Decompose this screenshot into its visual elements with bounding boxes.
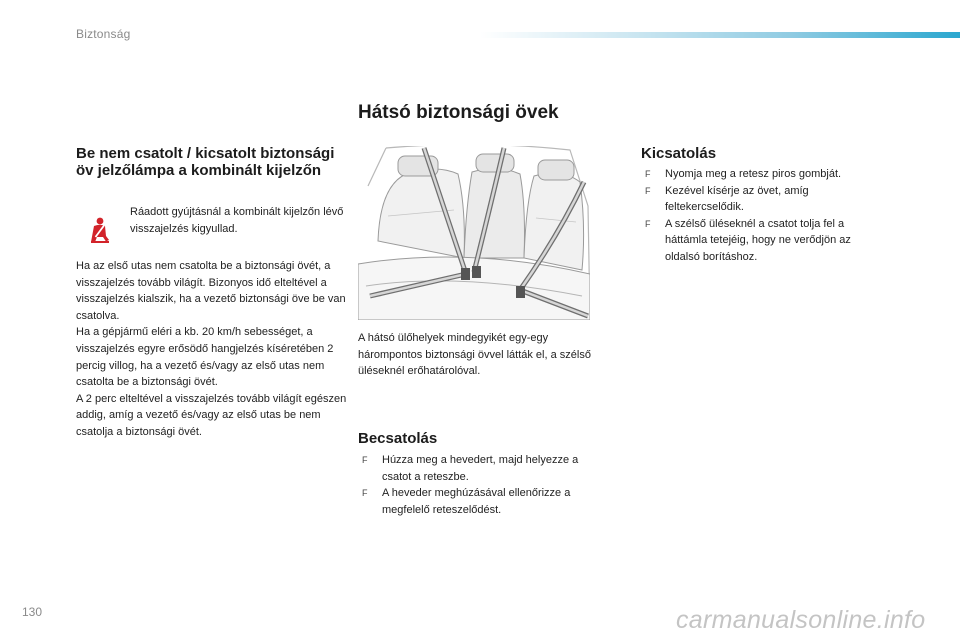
bullet-marker: F [645,185,651,196]
buckling-heading: Becsatolás [358,430,438,447]
unbuckling-heading: Kicsatolás [641,145,717,162]
warning-intro-text: Ráadott gyújtásnál a kombinált kijelzőn lévő visszajelzés kigyullad. [130,206,344,235]
list-item-text: Húzza meg a hevedert, majd helyezze a csatot a reteszbe. [382,454,579,483]
seatbelt-warning-icon [86,216,114,244]
bullet-marker: F [645,218,651,229]
list-item [358,485,610,518]
figure-caption: A hátsó ülőhelyek mindegyikét egy-egy hárompontos biztonsági övvel látták el, a szélső üléseknél erőhatárolóval. [358,332,591,378]
body-paragraph: Ha az első utas nem csatolta be a biztonsági övét, a visszajelzés tovább világít. Bizonyos idő elteltével a visszajelzés kialszik, ha a vezető biztonsági öve be van csatolva. [76,260,346,322]
list-item-text: Nyomja meg a retesz piros gombját. [665,168,842,180]
list-item [641,166,876,183]
page-number: 130 [22,605,43,619]
rear-seat-belts-illustration [358,146,590,320]
list-item [641,216,876,266]
left-body-text [76,258,348,441]
list-item-text: A heveder meghúzásával ellenőrizze a megfelelő reteszelődést. [382,487,571,516]
bullet-marker: F [645,169,651,179]
page-title: Hátsó biztonsági övek [358,102,559,123]
body-paragraph: Ha a gépjármű eléri a kb. 20 km/h sebességet, a visszajelzés egyre erősödő hangjelzés kíséretében 2 percig villog, ha a vezető és/vagy az első utas nem csatolta be a biztonsági övét. [76,326,334,389]
list-item-text: Kezével kísérje az övet, amíg feltekercselődik. [665,184,809,214]
unbuckling-steps [641,166,876,266]
body-paragraph: A 2 perc elteltével a visszajelzés tovább világít egészen addig, amíg a vezető és/vagy az első utas be nem csatolja a biztonsági övét. [76,392,347,438]
bullet-marker: F [362,455,368,465]
buckling-steps [358,452,610,518]
header-accent-bar [480,32,960,38]
left-section-heading: Be nem csatolt / kicsatolt biztonsági öv jelzőlámpa a kombinált kijelzőn [76,145,335,179]
section-header: Biztonság [76,27,131,41]
list-item [641,183,876,216]
bullet-marker: F [362,488,368,499]
list-item-text: A szélső üléseknél a csatot tolja fel a háttámla tetejéig, hogy ne verődjön az oldalsó borításhoz. [665,217,851,263]
list-item [358,452,610,485]
watermark-text: carmanualsonline.info [676,606,926,634]
